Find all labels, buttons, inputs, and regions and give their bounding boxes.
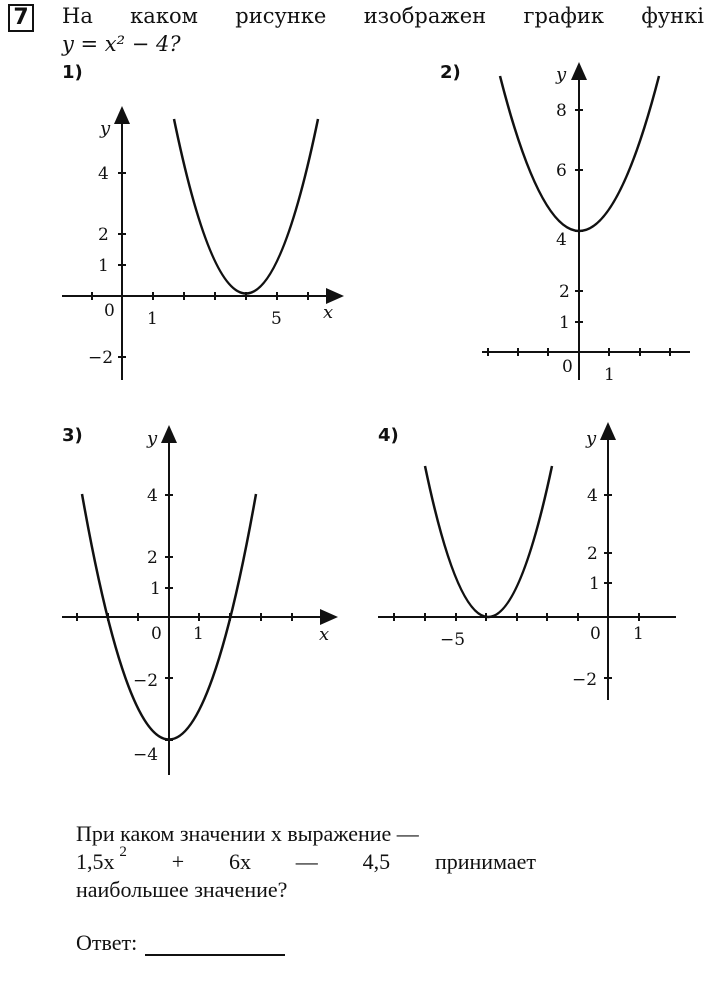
question-2-term: 1,5x bbox=[76, 849, 115, 874]
graph-2-tick-label: 6 bbox=[556, 161, 567, 181]
graph-4-parabola bbox=[425, 466, 552, 617]
graph-2-label: 2) bbox=[440, 62, 461, 83]
graph-3-tick-label: 0 bbox=[151, 624, 162, 644]
graph-3 bbox=[62, 428, 330, 775]
question-2-term: — bbox=[295, 849, 318, 874]
answer-field[interactable] bbox=[145, 934, 285, 956]
graph-3-tick-label: −2 bbox=[133, 671, 159, 691]
graph-1-label: 1) bbox=[62, 62, 83, 83]
graph-3-tick-label: 1 bbox=[150, 579, 161, 599]
question-2-exponent: 2 bbox=[119, 844, 127, 860]
question-word: функі bbox=[641, 4, 704, 28]
graph-4-label: 4) bbox=[378, 425, 399, 446]
question-2-term: + bbox=[171, 849, 185, 874]
question-2-line-1: При каком значении x выражение — bbox=[76, 821, 419, 846]
graph-2-tick-label: 1 bbox=[604, 365, 615, 385]
graph-3-x-name: x bbox=[319, 624, 330, 645]
graph-1 bbox=[62, 114, 336, 380]
graph-4 bbox=[378, 428, 676, 700]
graph-1-tick-label: 0 bbox=[104, 301, 115, 321]
graph-1-parabola bbox=[174, 119, 318, 294]
graph-2-tick-label: 4 bbox=[556, 230, 567, 250]
graph-4-tick-label: 1 bbox=[633, 624, 644, 644]
answer-label: Ответ: bbox=[76, 930, 138, 955]
question-2-line-2 bbox=[76, 844, 536, 876]
graph-4-tick-label: −2 bbox=[572, 670, 598, 690]
graph-4-tick-label: 4 bbox=[587, 486, 598, 506]
graph-3-tick-label: 2 bbox=[147, 548, 158, 568]
question-word: изображен bbox=[363, 4, 487, 28]
question-2-term: 4,5 bbox=[362, 849, 391, 874]
question-word: каком bbox=[130, 4, 198, 28]
graph-1-x-name: x bbox=[323, 302, 334, 323]
question-word: график bbox=[523, 4, 604, 28]
graph-3-tick-label: −4 bbox=[133, 745, 159, 765]
question-2-term: 6x bbox=[228, 849, 251, 874]
graph-3-tick-label: 4 bbox=[147, 486, 158, 506]
graph-2-tick-label: 0 bbox=[562, 357, 573, 377]
graph-4-tick-label: 2 bbox=[587, 544, 598, 564]
graph-2-tick-label: 8 bbox=[556, 101, 567, 121]
graph-2-tick-label: 1 bbox=[559, 313, 570, 333]
answer-row bbox=[76, 930, 285, 956]
graph-2 bbox=[482, 64, 690, 385]
problem-number: 7 bbox=[8, 4, 34, 32]
graph-1-tick-label: 1 bbox=[147, 309, 158, 329]
graph-3-tick-label: 1 bbox=[193, 624, 204, 644]
question-line-2: y = x² − 4? bbox=[62, 32, 181, 56]
graph-3-y-name: y bbox=[147, 428, 158, 449]
graph-1-tick-label: −2 bbox=[88, 348, 114, 368]
graph-1-tick-label: 4 bbox=[98, 164, 109, 184]
question-word: На bbox=[62, 4, 93, 28]
graph-1-tick-label: 1 bbox=[98, 256, 109, 276]
graph-1-y-name: y bbox=[100, 118, 111, 139]
graph-4-tick-label: 1 bbox=[589, 574, 600, 594]
question-2-line-3: наибольшее значение? bbox=[76, 877, 288, 902]
graph-3-label: 3) bbox=[62, 425, 83, 446]
question-word: рисунке bbox=[235, 4, 327, 28]
graph-4-y-name: y bbox=[586, 428, 597, 449]
graph-4-tick-label: −5 bbox=[440, 630, 466, 650]
graph-2-tick-label: 2 bbox=[559, 282, 570, 302]
graph-1-tick-label: 2 bbox=[98, 225, 109, 245]
question-2 bbox=[76, 820, 536, 904]
graph-1-tick-label: 5 bbox=[271, 309, 282, 329]
question-2-term: принимает bbox=[434, 849, 536, 874]
graph-4-tick-label: 0 bbox=[590, 624, 601, 644]
graph-2-y-name: y bbox=[556, 64, 567, 85]
